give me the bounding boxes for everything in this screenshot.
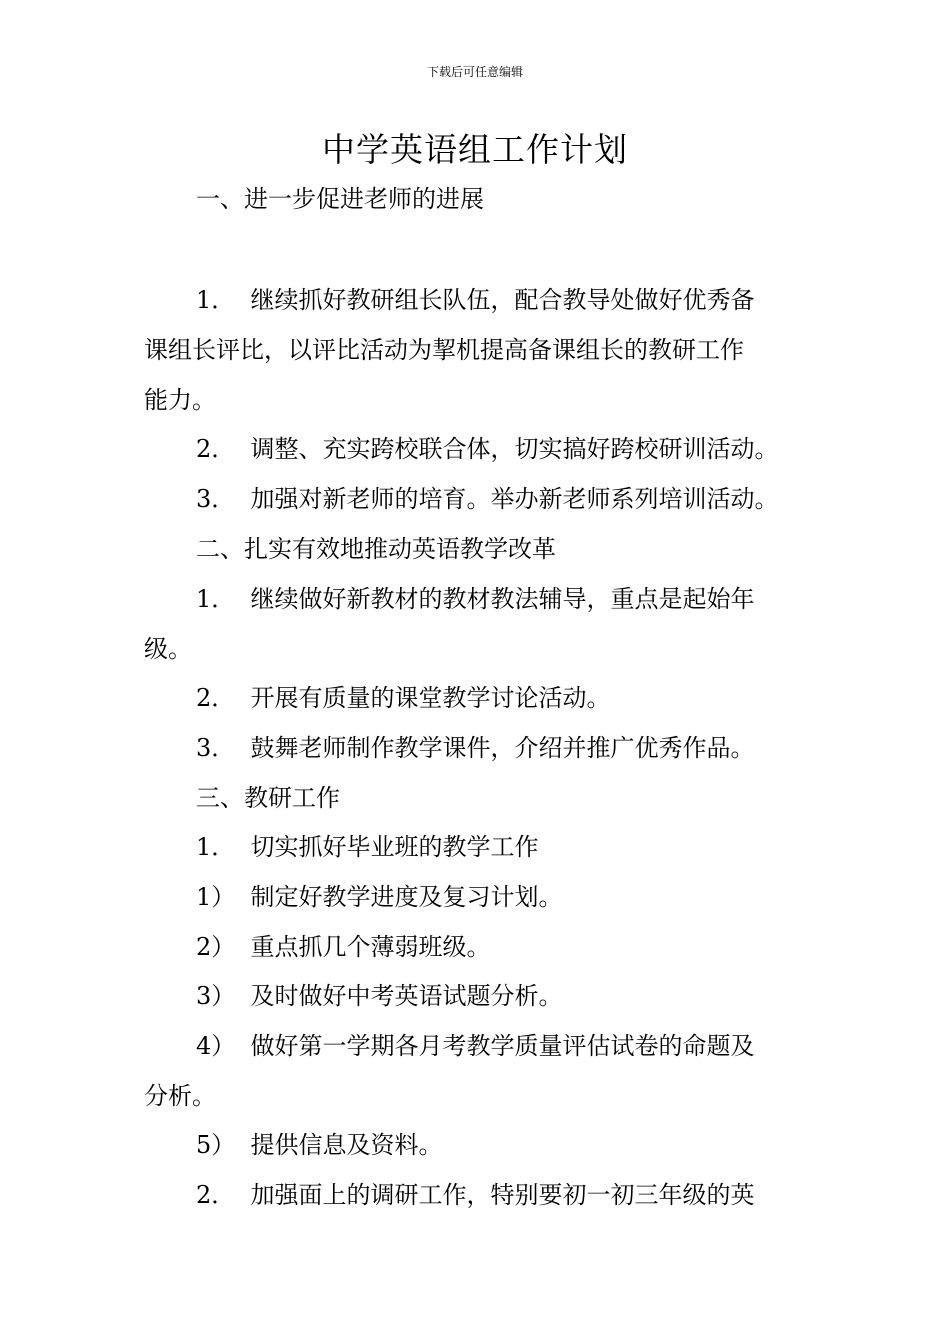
paragraph-line: 3） 及时做好中考英语试题分析。 (196, 982, 563, 1010)
paragraph-line: 级。 (144, 635, 192, 663)
paragraph-line: 5） 提供信息及资料。 (196, 1131, 443, 1159)
document-title: 中学英语组工作计划 (322, 130, 628, 169)
paragraph-line: 3． 鼓舞老师制作教学课件，介绍并推广优秀作品。 (196, 734, 755, 762)
paragraph-line: 1） 制定好教学进度及复习计划。 (196, 883, 563, 911)
section-heading-3: 三、教研工作 (196, 784, 340, 812)
section-heading-1: 一、进一步促进老师的进展 (196, 185, 484, 213)
paragraph-line: 2． 加强面上的调研工作，特别要初一初三年级的英 (196, 1181, 755, 1209)
paragraph-line: 1． 继续抓好教研组长队伍，配合教导处做好优秀备 (196, 286, 755, 314)
paragraph-line: 能力。 (144, 386, 216, 414)
paragraph-line: 2） 重点抓几个薄弱班级。 (196, 933, 491, 961)
section-heading-2: 二、扎实有效地推动英语教学改革 (196, 535, 556, 563)
paragraph-line: 3． 加强对新老师的培育。举办新老师系列培训活动。 (196, 485, 779, 513)
paragraph-line: 分析。 (144, 1082, 216, 1110)
paragraph-line: 1． 继续做好新教材的教材教法辅导，重点是起始年 (196, 585, 755, 613)
paragraph-line: 2． 开展有质量的课堂教学讨论活动。 (196, 684, 611, 712)
header-note: 下载后可任意编辑 (426, 65, 523, 79)
paragraph-line: 课组长评比，以评比活动为挈机提高备课组长的教研工作 (144, 336, 744, 364)
paragraph-line: 1． 切实抓好毕业班的教学工作 (196, 833, 539, 861)
paragraph-line: 2． 调整、充实跨校联合体，切实搞好跨校研训活动。 (196, 435, 779, 463)
paragraph-line: 4） 做好第一学期各月考教学质量评估试卷的命题及 (196, 1032, 755, 1060)
